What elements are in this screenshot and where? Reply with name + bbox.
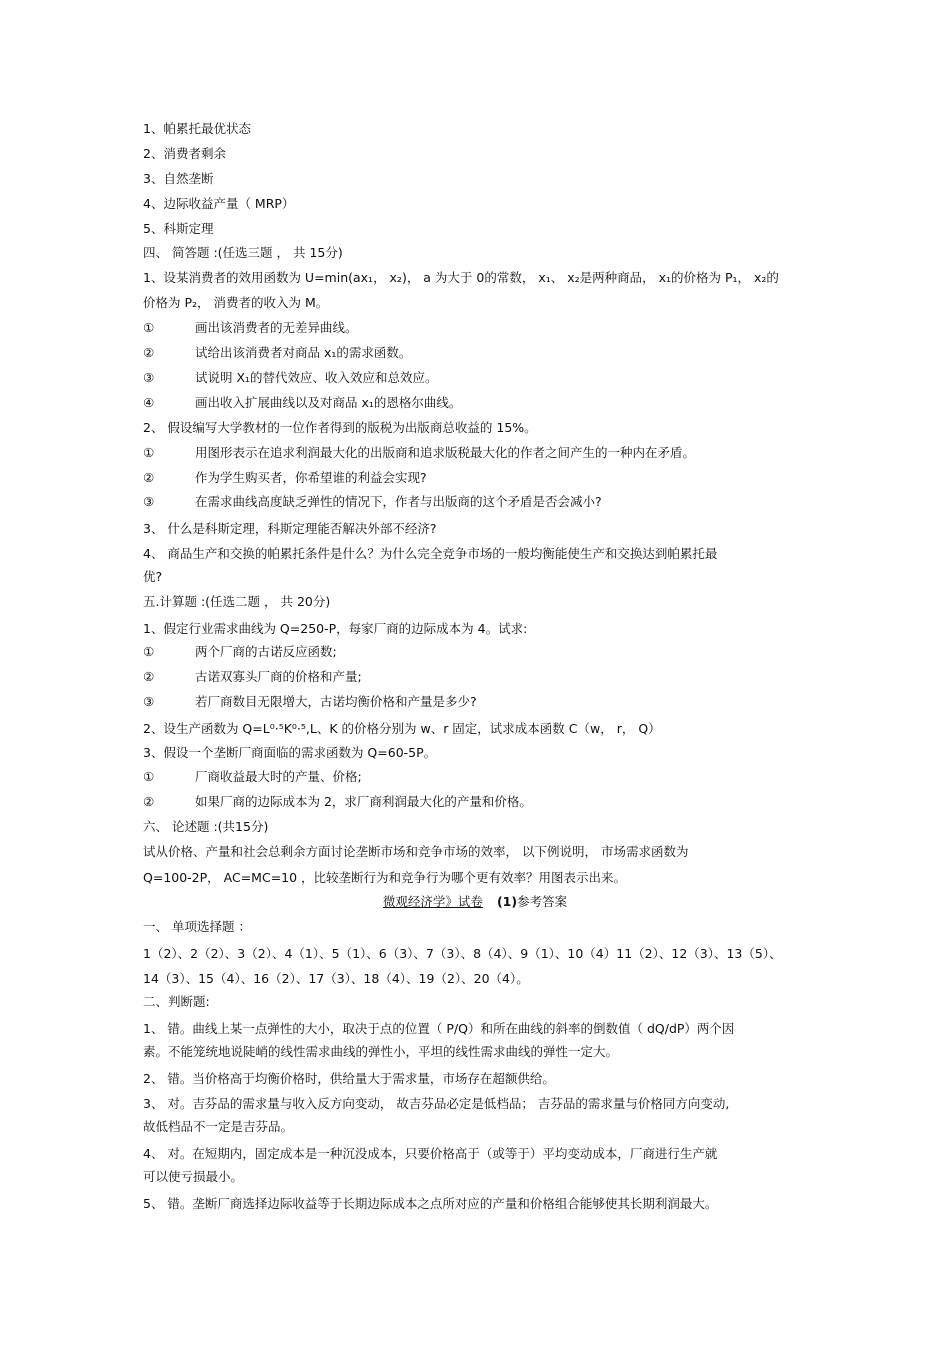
text-line: 3、 对。吉芬品的需求量与收入反方向变动， 故吉芬品必定是低档品； 吉芬品的需求量与价格同方向变动, [143,1096,730,1111]
text-line: 五.计算题 :(任选二题 ， 共 20分) [143,594,331,609]
text-line: 14（3）、15（4）、16（2）、17（3）、18（4）、19（2）、20（4）。 [143,971,529,986]
text-line: 4、 对。在短期内，固定成本是一种沉没成本，只要价格高于（或等于）平均变动成本，厂商进行生产就 [143,1146,718,1161]
sub-item-text: 用图形表示在追求利润最大化的出版商和追求版税最大化的作者之间产生的一种内在矛盾。 [195,445,696,460]
text-line: 一、 单项选择题 ： [143,919,251,934]
sub-item-text: 在需求曲线高度缺乏弹性的情况下，作者与出版商的这个矛盾是否会减小? [195,494,602,509]
text-line: 1、 错。曲线上某一点弹性的大小，取决于点的位置（ P/Q）和所在曲线的斜率的倒数值（ dQ/dP）两个因 [143,1021,735,1036]
answer-key-title [0,894,950,910]
text-line: 5、科斯定理 [143,221,214,236]
list-marker: ③ [143,694,155,709]
text-line: 六、 论述题 :(共15分) [143,819,269,834]
sub-item-text: 两个厂商的古诺反应函数; [195,644,337,659]
text-line: 二、判断题: [143,994,210,1009]
text-line: 5、 错。垄断厂商选择边际收益等于长期边际成本之点所对应的产量和价格组合能够使其长期利润最大。 [143,1196,718,1211]
sub-item-text: 厂商收益最大时的产量、价格; [195,769,362,784]
text-line: 价格为 P₂， 消费者的收入为 M。 [143,295,329,310]
text-line: 2、设生产函数为 Q=L⁰·⁵K⁰·⁵,L、K 的价格分别为 w、r 固定，试求成本函数 C（w， r， Q） [143,721,661,736]
text-line: 3、 什么是科斯定理，科斯定理能否解决外部不经济? [143,521,437,536]
list-marker: ④ [143,395,155,410]
text-line: 4、 商品生产和交换的帕累托条件是什么？为什么完全竞争市场的一般均衡能使生产和交换达到帕累托最 [143,546,718,561]
sub-item-text: 画出该消费者的无差异曲线。 [195,320,358,335]
list-marker: ① [143,320,155,335]
text-line: 2、消费者剩余 [143,146,226,161]
text-line: 试从价格、产量和社会总剩余方面讨论垄断市场和竞争市场的效率， 以下例说明， 市场需求函数为 [143,844,689,859]
answer-key-paper-number: (1) [496,894,518,909]
list-marker: ② [143,470,155,485]
list-marker: ③ [143,370,155,385]
text-line: 优? [143,569,163,584]
list-marker: ① [143,644,155,659]
text-line: 2、 错。当价格高于均衡价格时，供给量大于需求量，市场存在超额供给。 [143,1071,555,1086]
sub-item-text: 作为学生购买者，你希望谁的利益会实现? [195,470,427,485]
list-marker: ① [143,445,155,460]
text-line: Q=100-2P， AC=MC=10 ，比较垄断行为和竞争行为哪个更有效率？用图表示出来。 [143,870,627,885]
sub-item-text: 古诺双寡头厂商的价格和产量; [195,669,362,684]
text-line: 1、设某消费者的效用函数为 U=min(ax₁， x₂)， a 为大于 0的常数， x₁、 x₂是两种商品， x₁的价格为 P₁， x₂的 [143,270,779,285]
text-line: 1（2）、2（2）、3（2）、4（1）、5（1）、6（3）、7（3）、8（4）、9（1）、10（4）11（2）、12（3）、13（5）、 [143,946,782,961]
text-line: 2、 假设编写大学教材的一位作者得到的版税为出版商总收益的 15%。 [143,420,537,435]
list-marker: ③ [143,494,155,509]
text-line: 3、假设一个垄断厂商面临的需求函数为 Q=60-5P。 [143,745,437,760]
text-line: 1、假定行业需求曲线为 Q=250-P，每家厂商的边际成本为 4。试求: [143,621,528,636]
text-line: 四、 简答题 :(任选三题 ， 共 15分) [143,245,343,260]
sub-item-text: 画出收入扩展曲线以及对商品 x₁的恩格尔曲线。 [195,395,462,410]
text-line: 3、自然垄断 [143,171,214,186]
text-line: 4、边际收益产量（ MRP） [143,196,295,211]
text-line: 故低档品不一定是吉芬品。 [143,1119,294,1134]
answer-key-title-rest: 参考答案 [517,894,568,909]
text-line: 1、帕累托最优状态 [143,121,251,136]
sub-item-text: 如果厂商的边际成本为 2，求厂商利润最大化的产量和价格。 [195,794,532,809]
list-marker: ② [143,345,155,360]
list-marker: ② [143,794,155,809]
text-line: 素。不能笼统地说陡峭的线性需求曲线的弹性小，平坦的线性需求曲线的弹性一定大。 [143,1044,619,1059]
list-marker: ① [143,769,155,784]
sub-item-text: 试给出该消费者对商品 x₁的需求函数。 [195,345,412,360]
sub-item-text: 试说明 X₁的替代效应、收入效应和总效应。 [195,370,438,385]
list-marker: ② [143,669,155,684]
text-line: 可以使亏损最小。 [143,1169,244,1184]
sub-item-text: 若厂商数目无限增大，古诺均衡价格和产量是多少? [195,694,477,709]
answer-key-title-underlined: 微观经济学》试卷 [382,894,483,909]
